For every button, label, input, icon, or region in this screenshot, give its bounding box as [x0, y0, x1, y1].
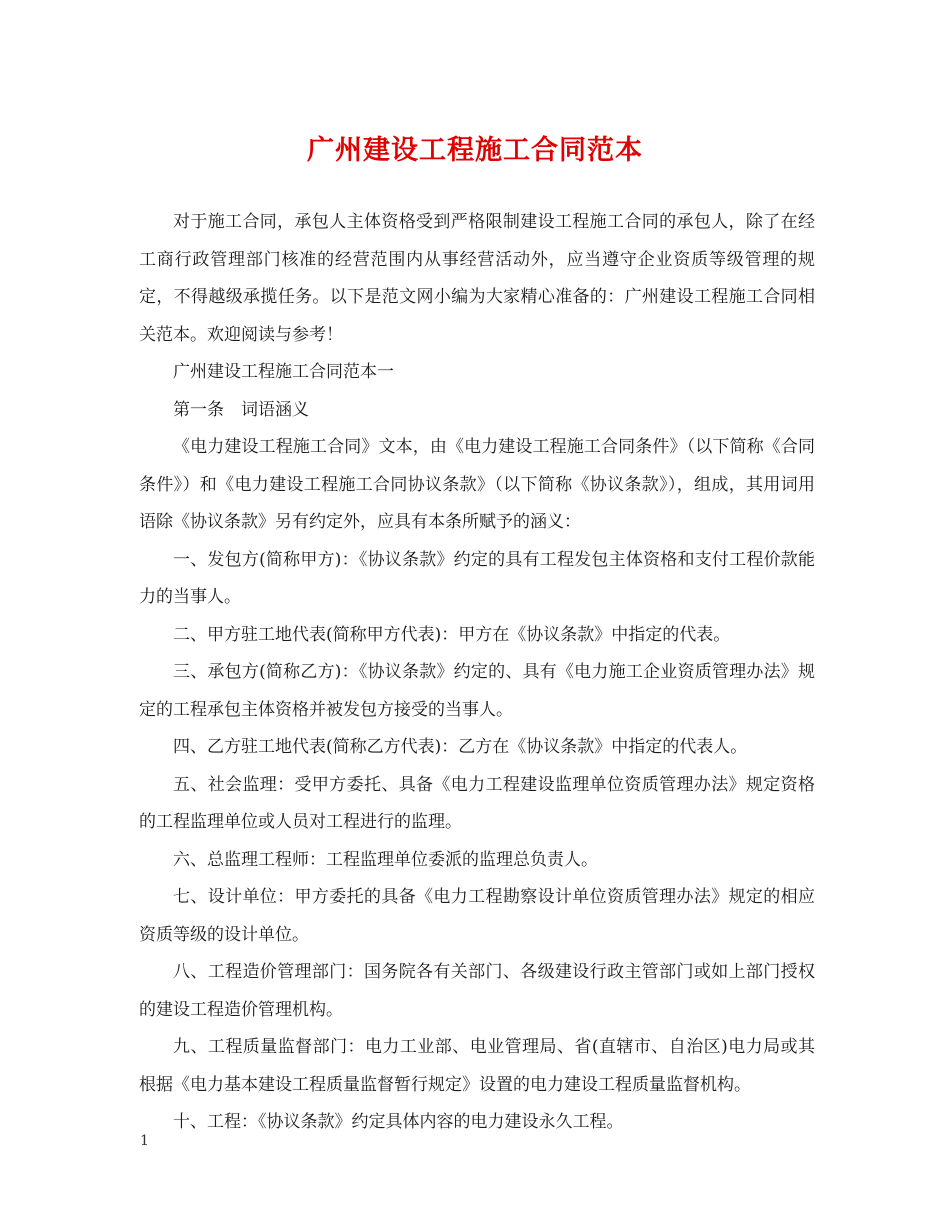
document-body — [139, 204, 815, 1142]
paragraph-item-4: 四、乙方驻工地代表(简称乙方代表)：乙方在《协议条款》中指定的代表人。 — [173, 737, 748, 757]
paragraph-item-1: 一、发包方(简称甲方)：《协议条款》约定的具有工程发包主体资格和支付工程价款能力的当事人。 — [139, 549, 815, 607]
paragraph-article-one: 第一条 词语涵义 — [173, 399, 309, 420]
paragraph-item-7: 七、设计单位：甲方委托的具备《电力工程勘察设计单位资质管理办法》规定的相应资质等级的设计单位。 — [139, 887, 815, 945]
paragraph-item-3: 三、承包方(简称乙方)：《协议条款》约定的、具有《电力施工企业资质管理办法》规定的工程承包主体资格并被发包方接受的当事人。 — [139, 662, 815, 720]
page-number: 1 — [140, 1133, 149, 1149]
paragraph-item-9: 九、工程质量监督部门：电力工业部、电业管理局、省(直辖市、自治区)电力局或其根据《电力基本建设工程质量监督暂行规定》设置的电力建设工程质量监督机构。 — [139, 1037, 815, 1095]
paragraph-item-5: 五、社会监理：受甲方委托、具备《电力工程建设监理单位资质管理办法》规定资格的工程监理单位或人员对工程进行的监理。 — [139, 774, 815, 832]
paragraph-item-10: 十、工程：《协议条款》约定具体内容的电力建设永久工程。 — [173, 1112, 624, 1132]
paragraph-item-6: 六、总监理工程师：工程监理单位委派的监理总负责人。 — [173, 849, 598, 870]
document-title: 广州建设工程施工合同范本 — [307, 135, 643, 166]
paragraph-item-8: 八、工程造价管理部门：国务院各有关部门、各级建设行政主管部门或如上部门授权的建设工程造价管理机构。 — [139, 962, 815, 1020]
paragraph-item-2: 二、甲方驻工地代表(简称甲方代表)：甲方在《协议条款》中指定的代表。 — [173, 624, 731, 645]
paragraph-intro: 对于施工合同，承包人主体资格受到严格限制建设工程施工合同的承包人，除了在经工商行政管理部门核准的经营范围内从事经营活动外，应当遵守企业资质等级管理的规定，不得越级承揽任务。以下是范文网小编为大家精心准备的：广州建设工程施工合同相关范本。欢迎阅读与参考！ — [139, 212, 815, 345]
paragraph-heading-sample-one: 广州建设工程施工合同范本一 — [173, 362, 394, 382]
paragraph-definition-intro: 《电力建设工程施工合同》文本，由《电力建设工程施工合同条件》（以下简称《合同条件》）和《电力建设工程施工合同协议条款》（以下简称《协议条款》），组成，其用词用语除《协议条款》另有约定外，应具有本条所赋予的涵义： — [139, 437, 815, 532]
